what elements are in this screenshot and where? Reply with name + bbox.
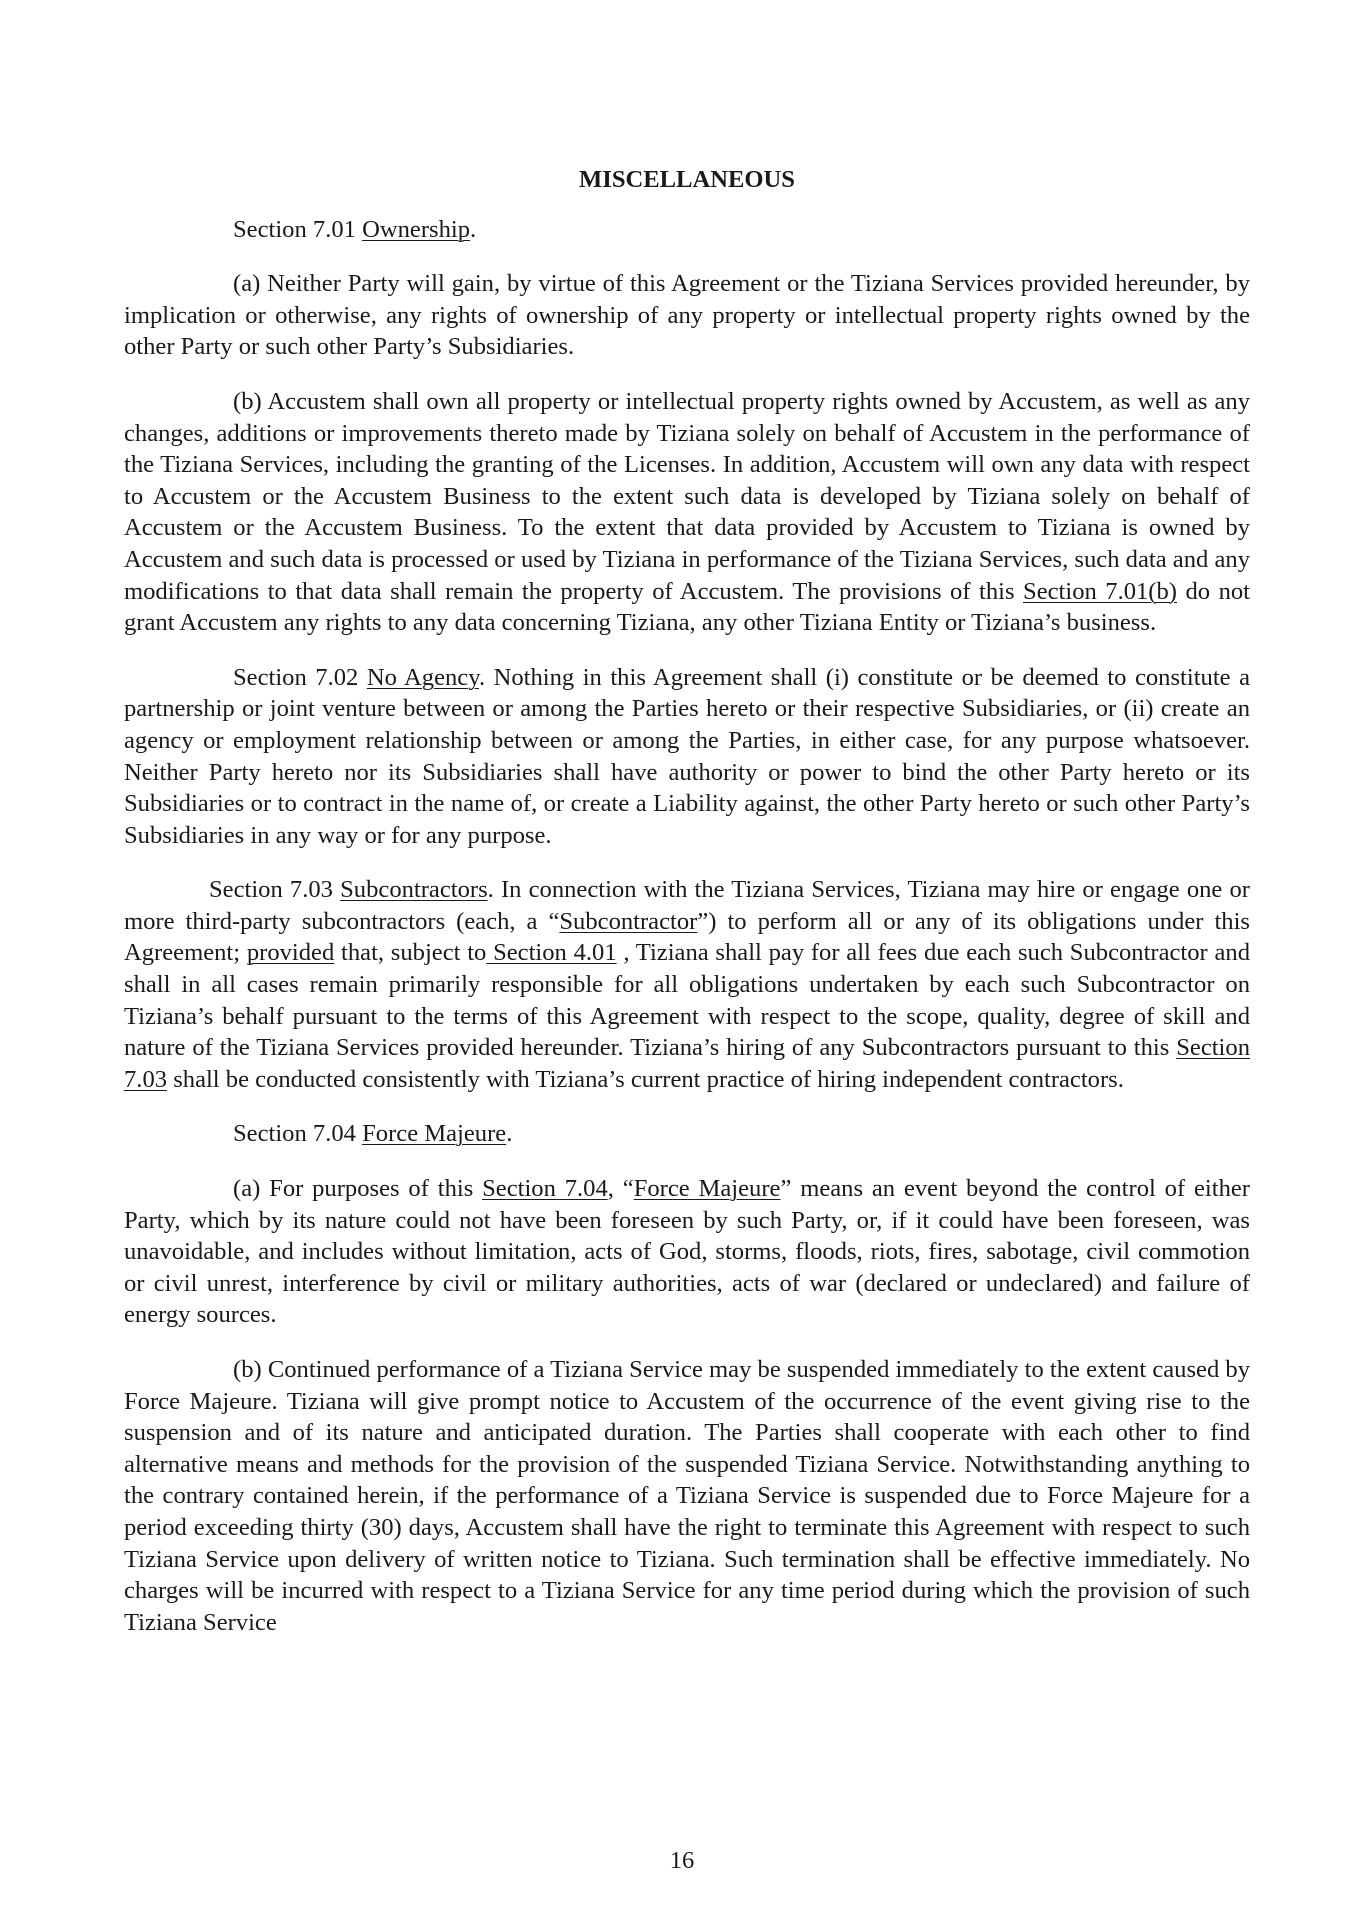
- section-7-02-title: No Agency: [366, 663, 479, 691]
- section-7-03: Section 7.03 Subcontractors. In connection with the Tiziana Services, Tiziana may hire or engage one or more third-party subcontractors (each, a “Subcontractor”) to perform all or any of its obligations under this Agreement; provided that, subject to Section 4.01 , Tiziana shall pay for all fees due each such Subcontractor and shall in all cases remain primarily responsible for all obligations undertaken by each such Subcontractor on Tiziana’s behalf pursuant to the terms of this Agreement with respect to the scope, quality, degree of skill and nature of the Tiziana Services provided hereunder. Tiziana’s hiring of any Subcontractors pursuant to this Section 7.03 shall be conducted consistently with Tiziana’s current practice of hiring independent contractors.: [124, 876, 1251, 1093]
- paragraph-7-01-a: (a) Neither Party will gain, by virtue of this Agreement or the Tiziana Services provided hereunder, by implication or otherwise, any rights of ownership of any property or intellectual property rights owned by the other Party or such other Party’s Subsidiaries.: [124, 270, 1250, 361]
- cross-reference-7-03: Section 7.03: [124, 1034, 1250, 1093]
- paragraph-7-04-a: (a) For purposes of this Section 7.04, “Force Majeure” means an event beyond the control of either Party, which by its nature could not have been foreseen by such Party, or, if it could have been foreseen, was unavoidable, and includes without limitation, acts of God, storms, floods, riots, fires, sabotage, civil commotion or civil unrest, interference by civil or military authorities, acts of war (declared or undeclared) and failure of energy sources.: [124, 1175, 1250, 1329]
- section-7-02-label: Section 7.02: [233, 663, 367, 691]
- paragraph-7-01-b: (b) Accustem shall own all property or intellectual property rights owned by Accustem, as well as any changes, additions or improvements thereto made by Tiziana solely on behalf of Accustem in the performance of the Tiziana Services, including the granting of the Licenses. In addition, Accustem will own any data with respect to Accustem or the Accustem Business to the extent such data is developed by Tiziana solely on behalf of Accustem or the Accustem Business. To the extent that data provided by Accustem to Tiziana is owned by Accustem and such data is processed or used by Tiziana in performance of the Tiziana Services, such data and any modifications to that data shall remain the property of Accustem. The provisions of this Section 7.01(b) do not grant Accustem any rights to any data concerning Tiziana, any other Tiziana Entity or Tiziana’s business.: [124, 387, 1250, 637]
- cross-reference-4-01: Section 4.01: [486, 939, 617, 967]
- document-body: [124, 164, 1250, 1661]
- paragraph-7-04-b: (b) Continued performance of a Tiziana Service may be suspended immediately to the extent caused by Force Majeure. Tiziana will give prompt notice to Accustem of the occurrence of the event giving rise to the suspension and of its nature and anticipated duration. The Parties shall cooperate with each other to find alternative means and methods for the provision of the suspended Tiziana Service. Notwithstanding anything to the contrary contained herein, if the performance of a Tiziana Service is suspended due to Force Majeure for a period exceeding thirty (30) days, Accustem shall have the right to terminate this Agreement with respect to such Tiziana Service upon delivery of written notice to Tiziana. Such termination shall be effective immediately. No charges will be incurred with respect to a Tiziana Service for any time period during which the provision of such Tiziana Service: [124, 1356, 1250, 1636]
- page-number: 16: [669, 1847, 695, 1874]
- defined-term-subcontractor: Subcontractor: [559, 907, 698, 935]
- defined-term-force-majeure: Force Majeure: [633, 1175, 781, 1203]
- section-7-02: Section 7.02 No Agency. Nothing in this Agreement shall (i) constitute or be deemed to constitute a partnership or joint venture between or among the Parties hereto or their respective Subsidiaries, or (ii) create an agency or employment relationship between or among the Parties, in either case, for any purpose whatsoever. Neither Party hereto nor its Subsidiaries shall have authority or power to bind the other Party hereto or its Subsidiaries or to contract in the name of, or create a Liability against, the other Party hereto or such other Party’s Subsidiaries in any way or for any purpose.: [124, 663, 1250, 849]
- section-7-04-title: Force Majeure: [362, 1120, 507, 1148]
- cross-reference-7-01-b: Section 7.01(b): [1023, 577, 1177, 605]
- section-7-01-label: Section 7.01: [233, 215, 363, 243]
- section-7-03-label: Section 7.03: [209, 876, 341, 904]
- section-7-01-title: Ownership: [362, 215, 471, 243]
- cross-reference-7-04: Section 7.04: [482, 1175, 608, 1203]
- section-7-04-label: Section 7.04: [233, 1120, 363, 1148]
- article-heading: MISCELLANEOUS: [579, 166, 795, 193]
- section-7-01-heading: Section 7.01 Ownership.: [233, 215, 477, 243]
- section-7-04-heading: Section 7.04 Force Majeure.: [233, 1120, 513, 1148]
- provided-term: provided: [246, 939, 335, 967]
- section-7-03-title: Subcontractors: [340, 876, 488, 904]
